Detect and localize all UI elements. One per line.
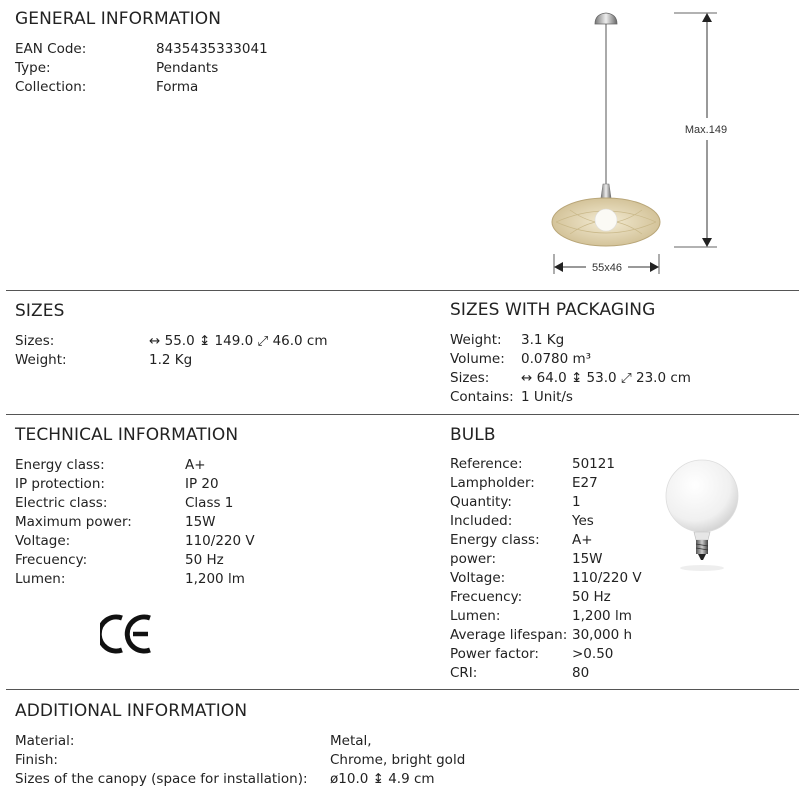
row-value: ø10.0 ↨ 4.9 cm — [330, 771, 435, 787]
row-value: ↔ 64.0 ↨ 53.0 ⤢ 23.0 cm — [521, 370, 691, 386]
row-value: ↔ 55.0 ↨ 149.0 ⤢ 46.0 cm — [149, 333, 328, 349]
table-row — [15, 494, 435, 513]
section-divider — [6, 689, 799, 690]
row-value: Yes — [572, 513, 594, 529]
row-label: Frecuency: — [450, 589, 523, 605]
table-row — [450, 388, 790, 407]
table-row — [450, 569, 650, 588]
row-label: Weight: — [15, 352, 67, 368]
row-label: Maximum power: — [15, 514, 132, 530]
row-value: Pendants — [156, 60, 219, 76]
row-value: 50121 — [572, 456, 615, 472]
table-row — [15, 475, 435, 494]
table-row — [15, 40, 415, 59]
row-label: Average lifespan: — [450, 627, 568, 643]
row-value: Chrome, bright gold — [330, 752, 466, 768]
table-row — [15, 456, 435, 475]
canopy-shape — [595, 13, 617, 24]
row-label: CRI: — [450, 665, 478, 681]
row-label: power: — [450, 551, 497, 567]
pendant-dimension-diagram — [540, 0, 740, 285]
section-divider — [6, 414, 799, 415]
table-row — [15, 770, 575, 789]
row-label: Sizes: — [450, 370, 490, 386]
row-value: 15W — [572, 551, 603, 567]
row-label: Voltage: — [15, 533, 71, 549]
row-label: Energy class: — [15, 457, 105, 473]
row-value: 50 Hz — [572, 589, 611, 605]
row-label: Frecuency: — [15, 552, 88, 568]
row-label: Included: — [450, 513, 513, 529]
general-heading: GENERAL INFORMATION — [15, 9, 222, 29]
row-value: 3.1 Kg — [521, 332, 565, 348]
width-label: 55x46 — [592, 262, 622, 274]
arrow-up-icon — [702, 13, 712, 22]
row-value: 1.2 Kg — [149, 352, 193, 368]
table-row — [450, 550, 650, 569]
table-row — [15, 751, 575, 770]
table-row — [450, 493, 650, 512]
row-label: Material: — [15, 733, 75, 749]
row-value: 8435435333041 — [156, 41, 268, 57]
row-value: 15W — [185, 514, 216, 530]
table-row — [15, 59, 415, 78]
row-label: Sizes: — [15, 333, 55, 349]
row-value: A+ — [185, 457, 206, 473]
table-row — [15, 532, 435, 551]
table-row — [450, 331, 790, 350]
row-label: Voltage: — [450, 570, 506, 586]
table-row — [15, 78, 415, 97]
table-row — [450, 531, 650, 550]
row-value: 1 Unit/s — [521, 389, 573, 405]
row-value: 1,200 lm — [185, 571, 245, 587]
row-label: Lumen: — [450, 608, 501, 624]
row-label: Contains: — [450, 389, 514, 405]
sizes-heading: SIZES — [15, 301, 65, 321]
row-value: IP 20 — [185, 476, 219, 492]
row-label: Finish: — [15, 752, 58, 768]
row-label: IP protection: — [15, 476, 105, 492]
row-value: Metal, — [330, 733, 372, 749]
table-row — [15, 551, 435, 570]
row-label: Volume: — [450, 351, 505, 367]
globe-bulb-image — [662, 452, 742, 572]
table-row — [15, 570, 435, 589]
arrow-right-icon — [650, 262, 659, 272]
row-label: Lampholder: — [450, 475, 535, 491]
row-value: 110/220 V — [572, 570, 642, 586]
table-row — [15, 513, 435, 532]
row-value: 80 — [572, 665, 590, 681]
technical-heading: TECHNICAL INFORMATION — [15, 425, 239, 445]
row-value: A+ — [572, 532, 593, 548]
row-value: E27 — [572, 475, 598, 491]
section-divider — [6, 290, 799, 291]
row-value: Forma — [156, 79, 199, 95]
table-row — [450, 588, 650, 607]
bulb-glow — [595, 209, 617, 231]
row-label: Reference: — [450, 456, 523, 472]
row-value: Class 1 — [185, 495, 234, 511]
table-row — [450, 607, 650, 626]
table-row — [15, 332, 435, 351]
row-value: 0.0780 m³ — [521, 351, 592, 367]
row-value: >0.50 — [572, 646, 614, 662]
arrow-left-icon — [554, 262, 563, 272]
table-row — [450, 645, 650, 664]
row-value: 50 Hz — [185, 552, 224, 568]
row-label: Lumen: — [15, 571, 66, 587]
packaging-heading: SIZES WITH PACKAGING — [450, 300, 656, 320]
table-row — [450, 474, 650, 493]
table-row — [450, 350, 790, 369]
bulb-heading: BULB — [450, 425, 496, 445]
row-value: 30,000 h — [572, 627, 633, 643]
row-label: Energy class: — [450, 532, 540, 548]
row-label: Power factor: — [450, 646, 539, 662]
row-value: 1 — [572, 494, 581, 510]
row-value: 110/220 V — [185, 533, 255, 549]
row-label: Type: — [15, 60, 51, 76]
table-row — [450, 455, 650, 474]
table-row — [450, 626, 650, 645]
row-label: EAN Code: — [15, 41, 87, 57]
row-label: Electric class: — [15, 495, 108, 511]
table-row — [450, 369, 790, 388]
table-row — [15, 351, 435, 370]
table-row — [15, 732, 575, 751]
height-label: Max.149 — [684, 124, 728, 136]
row-label: Weight: — [450, 332, 502, 348]
table-row — [450, 512, 650, 531]
arrow-down-icon — [702, 238, 712, 247]
ce-mark-icon — [100, 613, 154, 655]
row-label: Sizes of the canopy (space for installation): — [15, 771, 308, 787]
row-label: Quantity: — [450, 494, 512, 510]
additional-heading: ADDITIONAL INFORMATION — [15, 701, 248, 721]
row-value: 1,200 lm — [572, 608, 632, 624]
row-label: Collection: — [15, 79, 87, 95]
socket-shape — [601, 184, 611, 198]
table-row — [450, 664, 650, 683]
